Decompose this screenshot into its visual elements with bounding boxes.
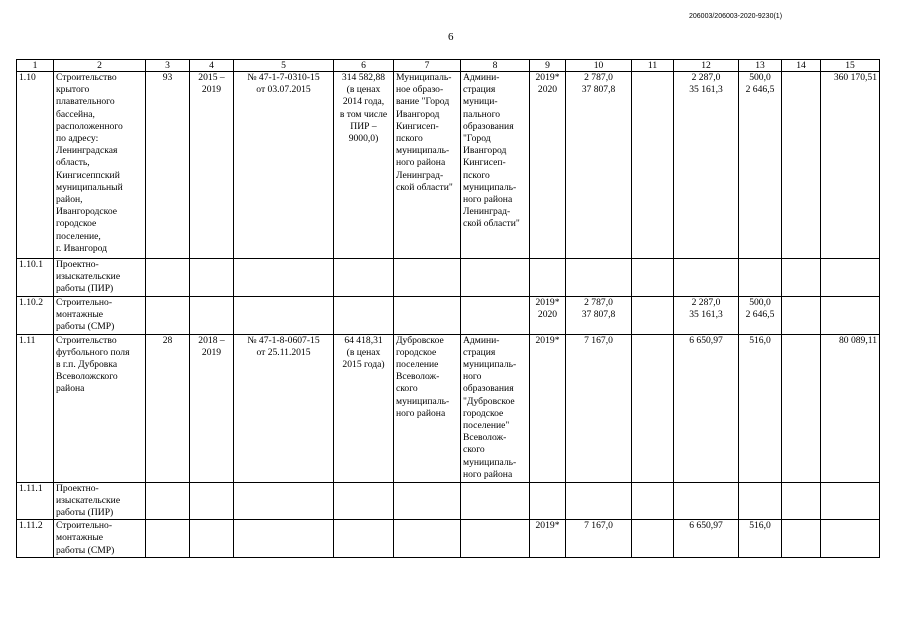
empty-cell: [334, 482, 394, 520]
empty-cell: [146, 296, 190, 334]
cell-line: Ленинград-: [463, 206, 511, 218]
table-row: [17, 482, 880, 520]
cell-line: бассейна,: [56, 108, 95, 120]
cell-line: поселение,: [56, 230, 101, 242]
empty-cell: [234, 296, 334, 334]
empty-cell: [739, 259, 782, 297]
col-header: 11: [632, 60, 674, 72]
cell-line: от 25.11.2015: [256, 346, 311, 358]
cell-line: 2019: [201, 84, 222, 96]
cell-line: муниципаль-: [463, 181, 517, 193]
cell-line: поселение: [396, 359, 439, 371]
cell-line: муниципаль-: [396, 145, 450, 157]
local-cell: [739, 334, 782, 482]
owner-cell: [394, 334, 461, 482]
empty-cell: [146, 482, 190, 520]
cell-line: 2 787,0: [584, 296, 613, 308]
empty-cell: [782, 259, 821, 297]
empty-cell: [190, 296, 234, 334]
total-cell: [566, 520, 632, 558]
col-header: 5: [234, 60, 334, 72]
cell-line: Всеволож-: [396, 371, 440, 383]
cell-line: 35 161,3: [689, 84, 723, 96]
cell-line: Ленинградская: [56, 145, 118, 157]
empty-cell: [461, 520, 530, 558]
cell-line: изыскательские: [56, 494, 121, 506]
empty-cell: [190, 520, 234, 558]
cell-line: 314 582,88: [341, 72, 386, 83]
cell-line: 2020: [537, 84, 558, 96]
cell-line: по адресу:: [56, 133, 99, 145]
object-name: [54, 482, 146, 520]
cell-line: 2 787,0: [584, 72, 613, 83]
cell-line: 2019: [201, 346, 222, 358]
year-cell: [530, 520, 566, 558]
period-cell: [190, 72, 234, 259]
cost-cell: 80 089,11: [821, 334, 880, 482]
period-cell: [190, 334, 234, 482]
cell-line: "Город: [463, 133, 491, 145]
col-header: 8: [461, 60, 530, 72]
cell-line: работы (СМР): [56, 321, 115, 333]
estimate-cell: [334, 72, 394, 259]
empty-cell: [782, 482, 821, 520]
cell-line: образования: [463, 120, 514, 132]
cell-line: 35 161,3: [689, 308, 723, 320]
cell-line: ского: [396, 383, 418, 395]
expertise-cell: [234, 72, 334, 259]
row-number: 1.10.1: [17, 259, 54, 297]
year-cell: [530, 296, 566, 334]
cell-line: изыскательские: [56, 271, 121, 283]
empty-cell: [530, 259, 566, 297]
cell-line: Ивангород: [463, 145, 507, 157]
cell-line: 7 167,0: [584, 520, 613, 532]
object-name: [54, 72, 146, 259]
cell-line: образования: [463, 383, 514, 395]
cell-line: монтажные: [56, 532, 104, 544]
cell-line: городское: [463, 407, 504, 419]
empty-cell: [821, 482, 880, 520]
cell-line: в том числе: [339, 108, 388, 120]
cell-line: Ленинград-: [396, 169, 444, 181]
cell-line: Всеволож-: [463, 432, 507, 444]
cell-line: 500,0: [749, 72, 771, 83]
cell-line: крытого: [56, 84, 90, 96]
page-number: 6: [448, 31, 454, 43]
cell-line: район,: [56, 194, 83, 206]
empty-cell: [190, 482, 234, 520]
empty-cell: [632, 259, 674, 297]
cell-line: Админи-: [463, 72, 500, 83]
empty-cell: [394, 296, 461, 334]
object-name: [54, 520, 146, 558]
other-cell: [782, 72, 821, 259]
cell-line: 2 646,5: [745, 308, 775, 320]
empty-cell: [334, 259, 394, 297]
cell-line: 2018 –: [198, 334, 225, 346]
cell-line: ное образо-: [396, 84, 444, 96]
cell-line: "Дубровское: [463, 395, 515, 407]
cell-line: Строительство: [56, 334, 117, 346]
cell-line: муници-: [463, 96, 498, 108]
estimate-cell: [334, 334, 394, 482]
empty-cell: [461, 259, 530, 297]
object-name: [54, 296, 146, 334]
federal-cell: [632, 296, 674, 334]
cell-line: 2019*: [535, 296, 560, 308]
table-row: [17, 72, 880, 259]
cell-line: Строительство: [56, 72, 117, 83]
cost-cell: [821, 296, 880, 334]
local-cell: [739, 72, 782, 259]
cell-line: футбольного поля: [56, 346, 130, 358]
capacity-cell: 93: [146, 72, 190, 259]
empty-cell: [234, 259, 334, 297]
cell-line: ской области": [463, 218, 520, 230]
empty-cell: [146, 520, 190, 558]
cell-line: ского: [463, 444, 485, 456]
object-name: [54, 334, 146, 482]
cell-line: монтажные: [56, 308, 104, 320]
cell-line: ного района: [463, 468, 513, 480]
empty-cell: [461, 482, 530, 520]
cell-line: № 47-1-8-0607-15: [247, 334, 320, 346]
cell-line: ПИР –: [350, 120, 377, 132]
cell-line: Ивангородское: [56, 206, 118, 218]
cell-line: Строительно-: [56, 296, 113, 308]
row-number: 1.10: [17, 72, 54, 259]
col-header: 10: [566, 60, 632, 72]
cell-line: Муниципаль-: [396, 72, 452, 83]
regional-cell: [674, 72, 739, 259]
cell-line: 37 807,8: [581, 308, 616, 320]
regional-cell: [674, 334, 739, 482]
cell-line: Ивангород: [396, 108, 440, 120]
cell-line: ской области": [396, 181, 453, 193]
document-id: 206003/206003-2020-9230(1): [689, 13, 783, 20]
empty-cell: [461, 296, 530, 334]
col-header: 1: [17, 60, 54, 72]
empty-cell: [739, 482, 782, 520]
other-cell: [782, 520, 821, 558]
cell-line: муниципальный: [56, 181, 123, 193]
other-cell: [782, 334, 821, 482]
row-number: 1.11: [17, 334, 54, 482]
cell-line: 2019*: [535, 520, 560, 532]
col-header: 12: [674, 60, 739, 72]
cell-line: Проектно-: [56, 482, 99, 494]
cell-line: 2015 года): [342, 359, 385, 371]
cell-line: работы (ПИР): [56, 283, 114, 295]
table-row: [17, 334, 880, 482]
col-header: 2: [54, 60, 146, 72]
cell-line: 9000,0): [348, 133, 379, 145]
cell-line: страция: [463, 84, 496, 96]
col-header: 3: [146, 60, 190, 72]
local-cell: [739, 296, 782, 334]
cost-cell: 360 170,51: [821, 72, 880, 259]
cell-line: 516,0: [749, 334, 771, 346]
regional-cell: [674, 296, 739, 334]
other-cell: [782, 296, 821, 334]
cell-line: муниципаль-: [396, 395, 450, 407]
cell-line: ного: [463, 371, 482, 383]
cell-line: ного района: [463, 194, 513, 206]
cell-line: 37 807,8: [581, 84, 616, 96]
cell-line: (в ценах: [346, 84, 381, 96]
cell-line: Всеволожского: [56, 371, 118, 383]
col-header: 9: [530, 60, 566, 72]
empty-cell: [190, 259, 234, 297]
empty-cell: [674, 482, 739, 520]
cell-line: плавательного: [56, 96, 115, 108]
total-cell: [566, 334, 632, 482]
year-cell: [530, 334, 566, 482]
column-number-row: [17, 60, 880, 72]
empty-cell: [566, 482, 632, 520]
cell-line: Дубровское: [396, 334, 444, 346]
total-cell: [566, 72, 632, 259]
empty-cell: [394, 259, 461, 297]
cell-line: вание "Город: [396, 96, 450, 108]
cell-line: пского: [463, 169, 490, 181]
cell-line: пского: [396, 133, 423, 145]
cell-line: Кингисеп-: [463, 157, 506, 169]
customer-cell: [461, 334, 530, 482]
cell-line: 516,0: [749, 520, 771, 532]
cell-line: Проектно-: [56, 259, 99, 270]
federal-cell: [632, 334, 674, 482]
cost-cell: [821, 520, 880, 558]
cell-line: ного района: [396, 157, 446, 169]
cell-line: от 03.07.2015: [256, 84, 311, 96]
empty-cell: [334, 296, 394, 334]
owner-cell: [394, 72, 461, 259]
cell-line: 7 167,0: [584, 334, 613, 346]
cell-line: Кингисеп-: [396, 120, 439, 132]
cell-line: Админи-: [463, 334, 500, 346]
empty-cell: [334, 520, 394, 558]
cell-line: страция: [463, 346, 496, 358]
object-name: [54, 259, 146, 297]
table-row: [17, 296, 880, 334]
cell-line: городское: [396, 346, 437, 358]
table-row: [17, 520, 880, 558]
empty-cell: [566, 259, 632, 297]
col-header: 13: [739, 60, 782, 72]
local-cell: [739, 520, 782, 558]
empty-cell: [674, 259, 739, 297]
cell-line: (в ценах: [346, 346, 381, 358]
cell-line: г. Ивангород: [56, 242, 108, 254]
col-header: 4: [190, 60, 234, 72]
cell-line: городское: [56, 218, 97, 230]
cell-line: расположенного: [56, 120, 123, 132]
cell-line: Строительно-: [56, 520, 113, 532]
empty-cell: [394, 482, 461, 520]
cell-line: 64 418,31: [344, 334, 383, 346]
col-header: 14: [782, 60, 821, 72]
empty-cell: [530, 482, 566, 520]
row-number: 1.11.2: [17, 520, 54, 558]
cell-line: 2019*: [535, 334, 560, 346]
cell-line: № 47-1-7-0310-15: [247, 72, 320, 83]
col-header: 15: [821, 60, 880, 72]
empty-cell: [234, 520, 334, 558]
cell-line: 6 650,97: [689, 520, 723, 532]
empty-cell: [394, 520, 461, 558]
cell-line: муниципаль-: [463, 456, 517, 468]
federal-cell: [632, 72, 674, 259]
cell-line: 2015 –: [198, 72, 225, 83]
cell-line: ного района: [396, 407, 446, 419]
row-number: 1.11.1: [17, 482, 54, 520]
customer-cell: [461, 72, 530, 259]
cell-line: 2014 года,: [342, 96, 385, 108]
expertise-cell: [234, 334, 334, 482]
col-header: 6: [334, 60, 394, 72]
federal-cell: [632, 520, 674, 558]
cell-line: 2019*: [535, 72, 560, 83]
row-number: 1.10.2: [17, 296, 54, 334]
cell-line: Кингисеппский: [56, 169, 120, 181]
cell-line: 2 287,0: [691, 296, 721, 308]
total-cell: [566, 296, 632, 334]
program-table: [16, 59, 880, 558]
cell-line: пального: [463, 108, 501, 120]
empty-cell: [632, 482, 674, 520]
empty-cell: [234, 482, 334, 520]
cell-line: поселение": [463, 420, 510, 432]
empty-cell: [146, 259, 190, 297]
cell-line: 2020: [537, 308, 558, 320]
cell-line: работы (СМР): [56, 544, 115, 556]
empty-cell: [821, 259, 880, 297]
regional-cell: [674, 520, 739, 558]
col-header: 7: [394, 60, 461, 72]
cell-line: района: [56, 383, 85, 395]
cell-line: 2 646,5: [745, 84, 775, 96]
cell-line: в г.п. Дубровка: [56, 359, 118, 371]
cell-line: 6 650,97: [689, 334, 723, 346]
cell-line: работы (ПИР): [56, 507, 114, 519]
year-cell: [530, 72, 566, 259]
capacity-cell: 28: [146, 334, 190, 482]
cell-line: муниципаль-: [463, 359, 517, 371]
cell-line: 2 287,0: [691, 72, 721, 83]
cell-line: область,: [56, 157, 90, 169]
cell-line: 500,0: [749, 296, 771, 308]
table-row: [17, 259, 880, 297]
